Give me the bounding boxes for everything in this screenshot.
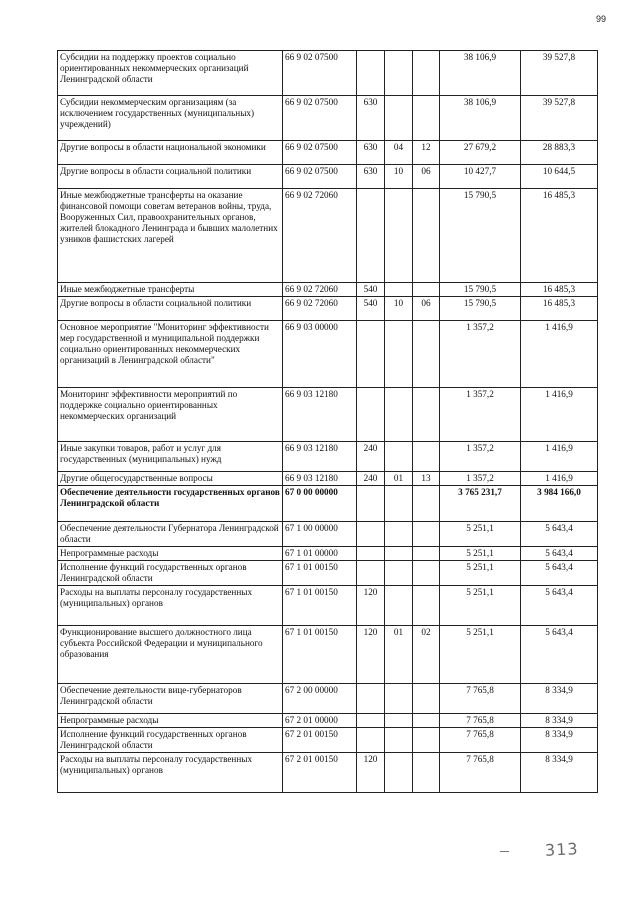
table-row: [58, 51, 598, 96]
cell-section: 10: [385, 297, 413, 321]
table-row: [58, 684, 598, 714]
cell-name: Исполнение функций государственных органов Ленинградской области: [58, 561, 283, 586]
cell-amount-year2: 1 416,9: [521, 472, 598, 486]
cell-subsection: [413, 586, 440, 626]
cell-expense-type: [357, 522, 385, 547]
cell-target-code: 66 9 02 07500: [283, 96, 357, 141]
cell-expense-type: 240: [357, 472, 385, 486]
cell-target-code: 66 9 03 00000: [283, 321, 357, 388]
cell-expense-type: [357, 388, 385, 442]
cell-target-code: 67 0 00 00000: [283, 486, 357, 522]
cell-amount-year2: 1 416,9: [521, 388, 598, 442]
table-row: [58, 522, 598, 547]
cell-amount-year2: 16 485,3: [521, 283, 598, 297]
cell-section: [385, 547, 413, 561]
cell-expense-type: 630: [357, 141, 385, 165]
cell-amount-year2: 28 883,3: [521, 141, 598, 165]
table-row: [58, 297, 598, 321]
budget-table-body: [58, 51, 598, 793]
cell-subsection: [413, 189, 440, 283]
cell-subsection: [413, 283, 440, 297]
cell-subsection: [413, 442, 440, 472]
cell-name: Расходы на выплаты персоналу государственных (муниципальных) органов: [58, 586, 283, 626]
cell-amount-year2: 5 643,4: [521, 626, 598, 684]
cell-subsection: [413, 714, 440, 728]
cell-amount-year2: 39 527,8: [521, 96, 598, 141]
cell-name: Другие вопросы в области социальной политики: [58, 297, 283, 321]
cell-name: Расходы на выплаты персоналу государственных (муниципальных) органов: [58, 753, 283, 793]
table-row: [58, 141, 598, 165]
cell-name: Непрограммные расходы: [58, 714, 283, 728]
cell-amount-year1: 5 251,1: [440, 561, 521, 586]
cell-amount-year1: 38 106,9: [440, 51, 521, 96]
dash-mark: [500, 851, 509, 852]
cell-amount-year1: 7 765,8: [440, 684, 521, 714]
cell-amount-year2: 3 984 166,0: [521, 486, 598, 522]
budget-table: [57, 50, 598, 793]
cell-amount-year1: 1 357,2: [440, 472, 521, 486]
cell-expense-type: [357, 189, 385, 283]
cell-section: [385, 189, 413, 283]
cell-name: Обеспечение деятельности государственных органов Ленинградской области: [58, 486, 283, 522]
cell-expense-type: 120: [357, 586, 385, 626]
cell-section: 01: [385, 472, 413, 486]
cell-name: Иные межбюджетные трансферты на оказание финансовой помощи советам ветеранов войны, труда, Вооруженных Сил, правоохранительных органов, жителей блокадного Ленинграда и бывших малолетних узников фашистских лагерей: [58, 189, 283, 283]
table-row: [58, 547, 598, 561]
cell-expense-type: 120: [357, 753, 385, 793]
cell-amount-year2: 1 416,9: [521, 442, 598, 472]
table-row: [58, 586, 598, 626]
cell-name: Обеспечение деятельности вице-губернаторов Ленинградской области: [58, 684, 283, 714]
cell-amount-year2: 16 485,3: [521, 189, 598, 283]
cell-amount-year1: 15 790,5: [440, 283, 521, 297]
cell-target-code: 66 9 02 72060: [283, 297, 357, 321]
cell-subsection: 12: [413, 141, 440, 165]
cell-subsection: [413, 547, 440, 561]
cell-amount-year1: 1 357,2: [440, 321, 521, 388]
cell-name: Непрограммные расходы: [58, 547, 283, 561]
cell-name: Исполнение функций государственных органов Ленинградской области: [58, 728, 283, 753]
cell-expense-type: [357, 321, 385, 388]
cell-subsection: 06: [413, 297, 440, 321]
cell-subsection: [413, 321, 440, 388]
cell-expense-type: 240: [357, 442, 385, 472]
cell-target-code: 67 1 00 00000: [283, 522, 357, 547]
table-row: [58, 321, 598, 388]
cell-amount-year1: 5 251,1: [440, 522, 521, 547]
cell-expense-type: [357, 486, 385, 522]
cell-target-code: 67 2 00 00000: [283, 684, 357, 714]
cell-amount-year1: 7 765,8: [440, 753, 521, 793]
cell-name: Другие общегосударственные вопросы: [58, 472, 283, 486]
cell-amount-year2: 8 334,9: [521, 753, 598, 793]
cell-expense-type: [357, 561, 385, 586]
cell-expense-type: [357, 51, 385, 96]
table-row: [58, 96, 598, 141]
cell-amount-year2: 5 643,4: [521, 522, 598, 547]
cell-section: [385, 283, 413, 297]
cell-amount-year2: 39 527,8: [521, 51, 598, 96]
cell-subsection: [413, 728, 440, 753]
cell-target-code: 67 2 01 00000: [283, 714, 357, 728]
cell-amount-year1: 27 679,2: [440, 141, 521, 165]
cell-target-code: 66 9 02 07500: [283, 165, 357, 189]
cell-amount-year1: 15 790,5: [440, 297, 521, 321]
cell-expense-type: [357, 714, 385, 728]
cell-amount-year1: 1 357,2: [440, 388, 521, 442]
page-number: 99: [595, 14, 606, 24]
cell-amount-year1: 1 357,2: [440, 442, 521, 472]
cell-section: [385, 561, 413, 586]
cell-section: [385, 522, 413, 547]
cell-name: Субсидии некоммерческим организациям (за исключением государственных (муниципальных) учреждений): [58, 96, 283, 141]
cell-amount-year1: 7 765,8: [440, 728, 521, 753]
table-row: [58, 561, 598, 586]
cell-expense-type: 540: [357, 297, 385, 321]
cell-subsection: [413, 51, 440, 96]
cell-name: Основное мероприятие "Мониторинг эффективности мер государственной и муниципальной поддержки социально ориентированных некоммерческих организаций в Ленинградской области": [58, 321, 283, 388]
cell-section: [385, 388, 413, 442]
cell-expense-type: [357, 684, 385, 714]
cell-expense-type: [357, 728, 385, 753]
cell-amount-year2: 8 334,9: [521, 728, 598, 753]
cell-expense-type: 630: [357, 96, 385, 141]
cell-section: [385, 96, 413, 141]
cell-amount-year1: 10 427,7: [440, 165, 521, 189]
cell-subsection: 02: [413, 626, 440, 684]
cell-name: Другие вопросы в области национальной экономики: [58, 141, 283, 165]
cell-section: [385, 486, 413, 522]
cell-target-code: 67 1 01 00150: [283, 561, 357, 586]
cell-name: Другие вопросы в области социальной политики: [58, 165, 283, 189]
cell-subsection: [413, 522, 440, 547]
cell-expense-type: 630: [357, 165, 385, 189]
table-row: [58, 442, 598, 472]
cell-target-code: 67 2 01 00150: [283, 728, 357, 753]
cell-section: [385, 586, 413, 626]
cell-amount-year2: 16 485,3: [521, 297, 598, 321]
table-row: [58, 714, 598, 728]
cell-target-code: 66 9 03 12180: [283, 472, 357, 486]
cell-amount-year1: 15 790,5: [440, 189, 521, 283]
cell-name: Субсидии на поддержку проектов социально ориентированных некоммерческих организаций Ленинградской области: [58, 51, 283, 96]
cell-expense-type: 120: [357, 626, 385, 684]
cell-amount-year1: 7 765,8: [440, 714, 521, 728]
cell-amount-year1: 38 106,9: [440, 96, 521, 141]
cell-subsection: 13: [413, 472, 440, 486]
cell-section: [385, 753, 413, 793]
cell-target-code: 67 1 01 00150: [283, 626, 357, 684]
cell-name: Функционирование высшего должностного лица субъекта Российской Федерации и муниципального образования: [58, 626, 283, 684]
cell-section: [385, 684, 413, 714]
cell-name: Мониторинг эффективности мероприятий по поддержке социально ориентированных некоммерческих организаций: [58, 388, 283, 442]
cell-section: 10: [385, 165, 413, 189]
cell-name: Иные закупки товаров, работ и услуг для государственных (муниципальных) нужд: [58, 442, 283, 472]
cell-amount-year2: 8 334,9: [521, 714, 598, 728]
table-row: [58, 165, 598, 189]
cell-amount-year2: 5 643,4: [521, 586, 598, 626]
table-row: [58, 472, 598, 486]
cell-subsection: [413, 96, 440, 141]
cell-name: Обеспечение деятельности Губернатора Ленинградской области: [58, 522, 283, 547]
cell-subsection: [413, 753, 440, 793]
cell-amount-year2: 5 643,4: [521, 547, 598, 561]
cell-target-code: 66 9 02 07500: [283, 141, 357, 165]
cell-subsection: [413, 561, 440, 586]
cell-target-code: 66 9 03 12180: [283, 442, 357, 472]
cell-expense-type: [357, 547, 385, 561]
table-row: [58, 283, 598, 297]
cell-target-code: 66 9 02 72060: [283, 283, 357, 297]
cell-target-code: 66 9 03 12180: [283, 388, 357, 442]
cell-target-code: 66 9 02 72060: [283, 189, 357, 283]
cell-section: [385, 51, 413, 96]
cell-name: Иные межбюджетные трансферты: [58, 283, 283, 297]
cell-amount-year1: 5 251,1: [440, 626, 521, 684]
cell-amount-year1: 5 251,1: [440, 547, 521, 561]
cell-target-code: 66 9 02 07500: [283, 51, 357, 96]
cell-subsection: [413, 388, 440, 442]
cell-section: 01: [385, 626, 413, 684]
cell-subsection: 06: [413, 165, 440, 189]
table-row: [58, 728, 598, 753]
cell-amount-year2: 8 334,9: [521, 684, 598, 714]
cell-section: 04: [385, 141, 413, 165]
handwritten-page-number: 313: [544, 839, 580, 860]
cell-amount-year1: 5 251,1: [440, 586, 521, 626]
cell-amount-year2: 1 416,9: [521, 321, 598, 388]
cell-subsection: [413, 486, 440, 522]
table-row: [58, 189, 598, 283]
cell-expense-type: 540: [357, 283, 385, 297]
cell-amount-year1: 3 765 231,7: [440, 486, 521, 522]
cell-subsection: [413, 684, 440, 714]
table-row: [58, 486, 598, 522]
cell-section: [385, 321, 413, 388]
table-row: [58, 626, 598, 684]
cell-section: [385, 442, 413, 472]
table-row: [58, 388, 598, 442]
cell-amount-year2: 10 644,5: [521, 165, 598, 189]
cell-amount-year2: 5 643,4: [521, 561, 598, 586]
cell-target-code: 67 1 01 00150: [283, 586, 357, 626]
table-row: [58, 753, 598, 793]
cell-section: [385, 714, 413, 728]
cell-section: [385, 728, 413, 753]
cell-target-code: 67 1 01 00000: [283, 547, 357, 561]
cell-target-code: 67 2 01 00150: [283, 753, 357, 793]
